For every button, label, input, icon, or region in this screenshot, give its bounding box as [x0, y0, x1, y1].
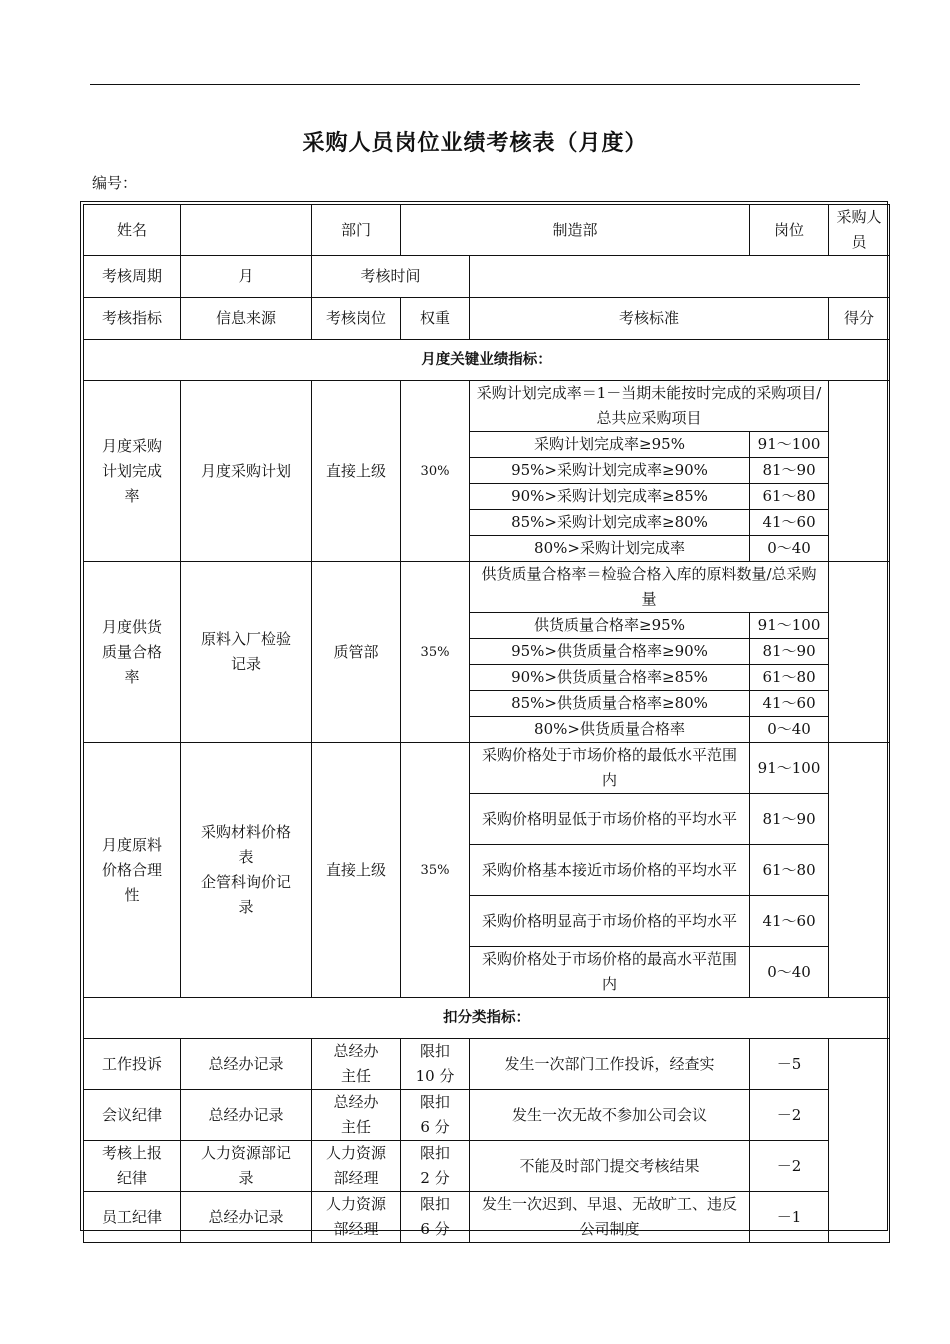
dept-value: 制造部	[401, 205, 750, 256]
deduction-post: 总经办 主任	[312, 1039, 401, 1090]
deduction-points: －5	[750, 1039, 829, 1090]
time-value[interactable]	[470, 256, 890, 298]
kpi-score-cell[interactable]	[829, 381, 890, 562]
deduction-row	[84, 1039, 890, 1090]
deduction-standard: 不能及时部门提交考核结果	[470, 1141, 750, 1192]
header-row-2	[84, 256, 890, 298]
deduction-indicator: 工作投诉	[84, 1039, 181, 1090]
deduction-indicator: 会议纪律	[84, 1090, 181, 1141]
level-score: 41～60	[750, 510, 829, 536]
deduction-source: 总经办记录	[181, 1090, 312, 1141]
deduction-post: 人力资源 部经理	[312, 1141, 401, 1192]
level-text: 采购价格处于市场价格的最低水平范围内	[470, 743, 750, 794]
level-score: 91～100	[750, 743, 829, 794]
deduction-row	[84, 1192, 890, 1243]
level-text: 85%>采购计划完成率≥80%	[470, 510, 750, 536]
deduction-section-row	[84, 998, 890, 1039]
dept-label: 部门	[312, 205, 401, 256]
level-text: 90%>采购计划完成率≥85%	[470, 484, 750, 510]
kpi-weight: 35%	[401, 562, 470, 743]
level-text: 采购计划完成率≥95%	[470, 432, 750, 458]
period-value: 月	[181, 256, 312, 298]
col-weight: 权重	[401, 298, 470, 340]
deduction-row	[84, 1090, 890, 1141]
doc-number-label: 编号：	[92, 174, 138, 192]
name-value[interactable]	[181, 205, 312, 256]
post-value: 采购人员	[829, 205, 890, 256]
kpi-score-cell[interactable]	[829, 562, 890, 743]
level-score: 41～60	[750, 896, 829, 947]
level-text: 采购价格明显低于市场价格的平均水平	[470, 794, 750, 845]
deduction-points: －2	[750, 1090, 829, 1141]
level-score: 91～100	[750, 613, 829, 639]
name-label: 姓名	[84, 205, 181, 256]
col-standard: 考核标准	[470, 298, 829, 340]
kpi-source: 月度采购计划	[181, 381, 312, 562]
col-source: 信息来源	[181, 298, 312, 340]
level-score: 61～80	[750, 484, 829, 510]
level-score: 0～40	[750, 536, 829, 562]
level-score: 81～90	[750, 458, 829, 484]
kpi-indicator: 月度采购 计划完成 率	[84, 381, 181, 562]
level-score: 81～90	[750, 639, 829, 665]
level-text: 85%>供货质量合格率≥80%	[470, 691, 750, 717]
level-text: 采购价格基本接近市场价格的平均水平	[470, 845, 750, 896]
header-rule	[90, 84, 860, 85]
level-score: 41～60	[750, 691, 829, 717]
kpi-weight: 30%	[401, 381, 470, 562]
level-score: 91～100	[750, 432, 829, 458]
deduction-limit: 限扣 6 分	[401, 1090, 470, 1141]
level-text: 采购价格处于市场价格的最高水平范围内	[470, 947, 750, 998]
deduction-indicator: 考核上报 纪律	[84, 1141, 181, 1192]
kpi-section-title: 月度关键业绩指标：	[84, 340, 890, 381]
page-title: 采购人员岗位业绩考核表（月度）	[302, 130, 648, 156]
kpi-row	[84, 381, 890, 432]
level-score: 0～40	[750, 717, 829, 743]
level-text: 95%>采购计划完成率≥90%	[470, 458, 750, 484]
deduction-row	[84, 1141, 890, 1192]
kpi-post: 直接上级	[312, 381, 401, 562]
deduction-score-cell[interactable]	[829, 1039, 890, 1243]
deduction-points: －1	[750, 1192, 829, 1243]
deduction-post: 总经办 主任	[312, 1090, 401, 1141]
level-text: 90%>供货质量合格率≥85%	[470, 665, 750, 691]
kpi-section-row	[84, 340, 890, 381]
level-text: 80%>采购计划完成率	[470, 536, 750, 562]
deduction-limit: 限扣 10 分	[401, 1039, 470, 1090]
deduction-standard: 发生一次部门工作投诉，经查实	[470, 1039, 750, 1090]
deduction-limit: 限扣 2 分	[401, 1141, 470, 1192]
kpi-definition: 供货质量合格率＝检验合格入库的原料数量/总采购量	[470, 562, 829, 613]
time-label: 考核时间	[312, 256, 470, 298]
kpi-indicator: 月度供货 质量合格 率	[84, 562, 181, 743]
kpi-row	[84, 562, 890, 613]
kpi-source: 采购材料价格 表 企管科询价记 录	[181, 743, 312, 998]
deduction-section-title: 扣分类指标：	[84, 998, 890, 1039]
kpi-definition: 采购计划完成率＝1－当期未能按时完成的采购项目/总共应采购项目	[470, 381, 829, 432]
kpi-post: 质管部	[312, 562, 401, 743]
deduction-source: 总经办记录	[181, 1192, 312, 1243]
post-label: 岗位	[750, 205, 829, 256]
level-score: 0～40	[750, 947, 829, 998]
level-score: 81～90	[750, 794, 829, 845]
deduction-points: －2	[750, 1141, 829, 1192]
kpi-post: 直接上级	[312, 743, 401, 998]
deduction-indicator: 员工纪律	[84, 1192, 181, 1243]
deduction-standard: 发生一次迟到、早退、无故旷工、违反公司制度	[470, 1192, 750, 1243]
deduction-standard: 发生一次无故不参加公司会议	[470, 1090, 750, 1141]
col-post: 考核岗位	[312, 298, 401, 340]
header-row-1	[84, 205, 890, 256]
deduction-source: 总经办记录	[181, 1039, 312, 1090]
level-score: 61～80	[750, 845, 829, 896]
kpi-weight: 35%	[401, 743, 470, 998]
period-label: 考核周期	[84, 256, 181, 298]
level-text: 80%>供货质量合格率	[470, 717, 750, 743]
level-text: 供货质量合格率≥95%	[470, 613, 750, 639]
kpi-source: 原料入厂检验 记录	[181, 562, 312, 743]
column-header-row	[84, 298, 890, 340]
kpi-indicator: 月度原料 价格合理 性	[84, 743, 181, 998]
level-text: 采购价格明显高于市场价格的平均水平	[470, 896, 750, 947]
deduction-source: 人力资源部记 录	[181, 1141, 312, 1192]
assessment-table	[83, 204, 890, 1243]
deduction-limit: 限扣 6 分	[401, 1192, 470, 1243]
kpi-score-cell[interactable]	[829, 743, 890, 998]
deduction-post: 人力资源 部经理	[312, 1192, 401, 1243]
col-indicator: 考核指标	[84, 298, 181, 340]
level-text: 95%>供货质量合格率≥90%	[470, 639, 750, 665]
level-score: 61～80	[750, 665, 829, 691]
kpi-row	[84, 743, 890, 794]
col-score: 得分	[829, 298, 890, 340]
